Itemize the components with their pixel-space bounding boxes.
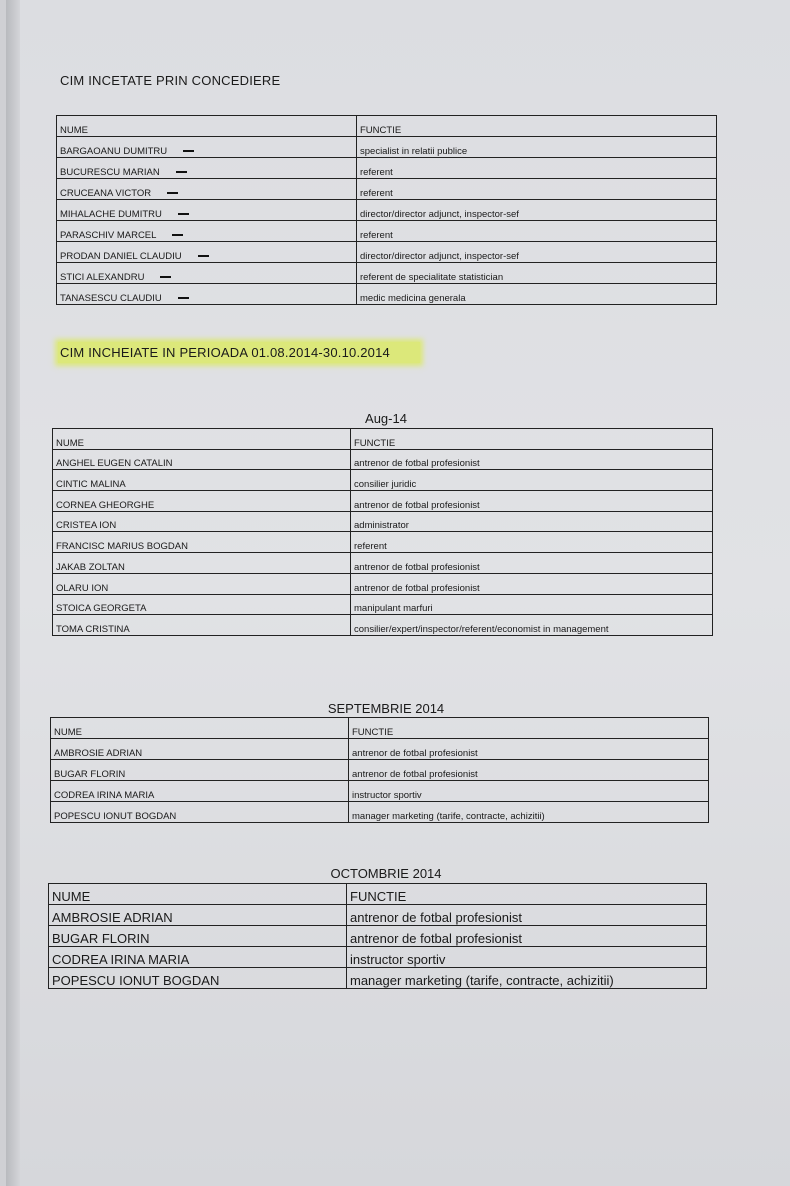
handwritten-dash-mark — [167, 192, 178, 194]
function-text: consilier/expert/inspector/referent/economist in management — [354, 623, 609, 635]
cell-nume — [49, 968, 347, 989]
name-text: NUME — [52, 889, 91, 904]
table-row — [53, 553, 713, 574]
terminated-table — [56, 115, 717, 305]
cell-nume — [49, 947, 347, 968]
handwritten-dash-mark — [183, 150, 194, 152]
cell-nume — [53, 615, 351, 636]
handwritten-dash-mark — [172, 234, 183, 236]
cell-functie — [357, 137, 717, 158]
heading-concluded — [58, 345, 420, 360]
cell-functie — [349, 739, 709, 760]
name-text: PRODAN DANIEL CLAUDIU — [60, 251, 182, 262]
table-row — [53, 470, 713, 491]
name-text: FRANCISC MARIUS BOGDAN — [56, 541, 188, 553]
table-row — [53, 511, 713, 532]
name-text: OLARU ION — [56, 582, 109, 594]
cell-functie — [357, 242, 717, 263]
cell-functie — [351, 615, 713, 636]
handwritten-dash-mark — [176, 171, 187, 173]
name-text: BUCURESCU MARIAN — [60, 167, 160, 178]
table-row — [53, 573, 713, 594]
cell-functie — [347, 926, 707, 947]
cell-functie — [347, 905, 707, 926]
handwritten-dash-mark — [178, 297, 189, 299]
name-text: CODREA IRINA MARIA — [54, 790, 155, 801]
function-text: consilier juridic — [354, 479, 417, 491]
function-text: FUNCTIE — [352, 727, 394, 738]
cell-nume — [57, 158, 357, 179]
function-text: referent — [360, 188, 393, 199]
function-text: referent — [360, 230, 393, 241]
function-text: antrenor de fotbal profesionist — [352, 769, 478, 780]
cell-functie — [351, 573, 713, 594]
function-text: manager marketing (tarife, contracte, achizitii) — [350, 973, 614, 988]
name-text: AMBROSIE ADRIAN — [52, 910, 173, 925]
cell-functie — [351, 470, 713, 491]
table-row — [53, 615, 713, 636]
function-text: referent — [360, 167, 393, 178]
cell-nume — [53, 511, 351, 532]
name-text: JAKAB ZOLTAN — [56, 561, 125, 573]
cell-nume — [51, 739, 349, 760]
function-text: antrenor de fotbal profesionist — [354, 458, 480, 470]
aug-table — [52, 428, 713, 636]
table-row — [57, 158, 717, 179]
cell-nume — [53, 470, 351, 491]
name-text: AMBROSIE ADRIAN — [54, 748, 143, 759]
handwritten-dash-mark — [160, 276, 171, 278]
cell-nume — [57, 179, 357, 200]
table-row — [57, 179, 717, 200]
function-text: antrenor de fotbal profesionist — [350, 910, 522, 925]
name-text: CRISTEA ION — [56, 520, 117, 532]
cell-nume — [53, 594, 351, 615]
function-text: referent de specialitate statistician — [360, 272, 504, 283]
table-row — [51, 739, 709, 760]
function-text: manipulant marfuri — [354, 603, 433, 615]
table-row — [53, 449, 713, 470]
table-row — [53, 491, 713, 512]
cell-functie — [347, 968, 707, 989]
table-header-row — [53, 429, 713, 450]
cell-functie — [351, 553, 713, 574]
cell-nume — [57, 137, 357, 158]
cell-nume — [53, 573, 351, 594]
cell-functie — [351, 594, 713, 615]
name-text: CODREA IRINA MARIA — [52, 952, 190, 967]
function-text: antrenor de fotbal profesionist — [354, 582, 480, 594]
name-text: CORNEA GHEORGHE — [56, 499, 155, 511]
function-text: antrenor de fotbal profesionist — [354, 561, 480, 573]
table-header-row — [49, 884, 707, 905]
function-text: instructor sportiv — [350, 952, 446, 967]
cell-functie — [351, 449, 713, 470]
function-text: antrenor de fotbal profesionist — [350, 931, 522, 946]
cell-nume — [57, 221, 357, 242]
column-header-functie — [347, 884, 707, 905]
name-text: CRUCEANA VICTOR — [60, 188, 152, 199]
function-text: FUNCTIE — [354, 437, 396, 449]
cell-functie — [357, 284, 717, 305]
name-text: BARGAOANU DUMITRU — [60, 146, 168, 157]
function-text: antrenor de fotbal profesionist — [352, 748, 478, 759]
handwritten-dash-mark — [178, 213, 189, 215]
table-header-row — [57, 116, 717, 137]
cell-functie — [357, 263, 717, 284]
cell-nume — [49, 926, 347, 947]
name-text: CINTIC MALINA — [56, 479, 126, 491]
function-text: director/director adjunct, inspector-sef — [360, 251, 519, 262]
month-title-oct: OCTOMBRIE 2014 — [330, 866, 442, 881]
cell-nume — [57, 284, 357, 305]
function-text: antrenor de fotbal profesionist — [354, 499, 480, 511]
function-text: instructor sportiv — [352, 790, 422, 801]
cell-functie — [351, 511, 713, 532]
name-text: BUGAR FLORIN — [52, 931, 150, 946]
column-header-nume — [49, 884, 347, 905]
table-row — [57, 284, 717, 305]
name-text: TANASESCU CLAUDIU — [60, 293, 162, 304]
cell-nume — [57, 200, 357, 221]
table-row — [57, 200, 717, 221]
cell-functie — [349, 760, 709, 781]
function-text: FUNCTIE — [350, 889, 407, 904]
function-text: FUNCTIE — [360, 125, 402, 136]
cell-functie — [357, 221, 717, 242]
cell-functie — [349, 781, 709, 802]
table-row — [49, 905, 707, 926]
cell-nume — [53, 532, 351, 553]
column-header-nume — [57, 116, 357, 137]
sep-table — [50, 717, 709, 823]
column-header-nume — [51, 718, 349, 739]
cell-functie — [357, 158, 717, 179]
table-header-row — [51, 718, 709, 739]
table-row — [57, 242, 717, 263]
name-text: POPESCU IONUT BOGDAN — [52, 973, 220, 988]
month-title-aug: Aug-14 — [365, 411, 407, 426]
table-row — [57, 263, 717, 284]
table-row — [49, 926, 707, 947]
name-text: NUME — [56, 437, 84, 449]
function-text: administrator — [354, 520, 409, 532]
function-text: director/director adjunct, inspector-sef — [360, 209, 519, 220]
column-header-nume — [53, 429, 351, 450]
cell-nume — [51, 760, 349, 781]
cell-functie — [347, 947, 707, 968]
column-header-functie — [357, 116, 717, 137]
cell-nume — [57, 242, 357, 263]
cell-functie — [357, 179, 717, 200]
name-text: TOMA CRISTINA — [56, 623, 130, 635]
cell-nume — [51, 802, 349, 823]
table-row — [53, 532, 713, 553]
cell-functie — [357, 200, 717, 221]
function-text: specialist in relatii publice — [360, 146, 468, 157]
handwritten-dash-mark — [198, 255, 209, 257]
cell-functie — [349, 802, 709, 823]
table-row — [57, 137, 717, 158]
table-row — [51, 781, 709, 802]
function-text: manager marketing (tarife, contracte, achizitii) — [352, 811, 545, 822]
month-title-sep: SEPTEMBRIE 2014 — [327, 701, 445, 716]
cell-functie — [351, 532, 713, 553]
table-row — [53, 594, 713, 615]
name-text: STOICA GEORGETA — [56, 603, 147, 615]
cell-nume — [57, 263, 357, 284]
name-text: PARASCHIV MARCEL — [60, 230, 157, 241]
name-text: STICI ALEXANDRU — [60, 272, 145, 283]
name-text: NUME — [54, 727, 82, 738]
function-text: referent — [354, 541, 387, 553]
cell-nume — [53, 491, 351, 512]
highlighted-heading-text: CIM INCHEIATE IN PERIOADA 01.08.2014-30.10.2014 — [58, 342, 420, 363]
document-page — [6, 0, 790, 1186]
column-header-functie — [349, 718, 709, 739]
table-row — [49, 968, 707, 989]
table-row — [49, 947, 707, 968]
cell-nume — [49, 905, 347, 926]
name-text: BUGAR FLORIN — [54, 769, 126, 780]
function-text: medic medicina generala — [360, 293, 466, 304]
cell-nume — [53, 553, 351, 574]
table-row — [51, 760, 709, 781]
name-text: MIHALACHE DUMITRU — [60, 209, 162, 220]
cell-functie — [351, 491, 713, 512]
table-row — [57, 221, 717, 242]
name-text: POPESCU IONUT BOGDAN — [54, 811, 177, 822]
oct-table — [48, 883, 707, 989]
name-text: NUME — [60, 125, 88, 136]
heading-terminated: CIM INCETATE PRIN CONCEDIERE — [60, 73, 281, 88]
column-header-functie — [351, 429, 713, 450]
page-edge-shadow — [6, 0, 20, 1186]
name-text: ANGHEL EUGEN CATALIN — [56, 458, 173, 470]
table-row — [51, 802, 709, 823]
cell-nume — [51, 781, 349, 802]
cell-nume — [53, 449, 351, 470]
